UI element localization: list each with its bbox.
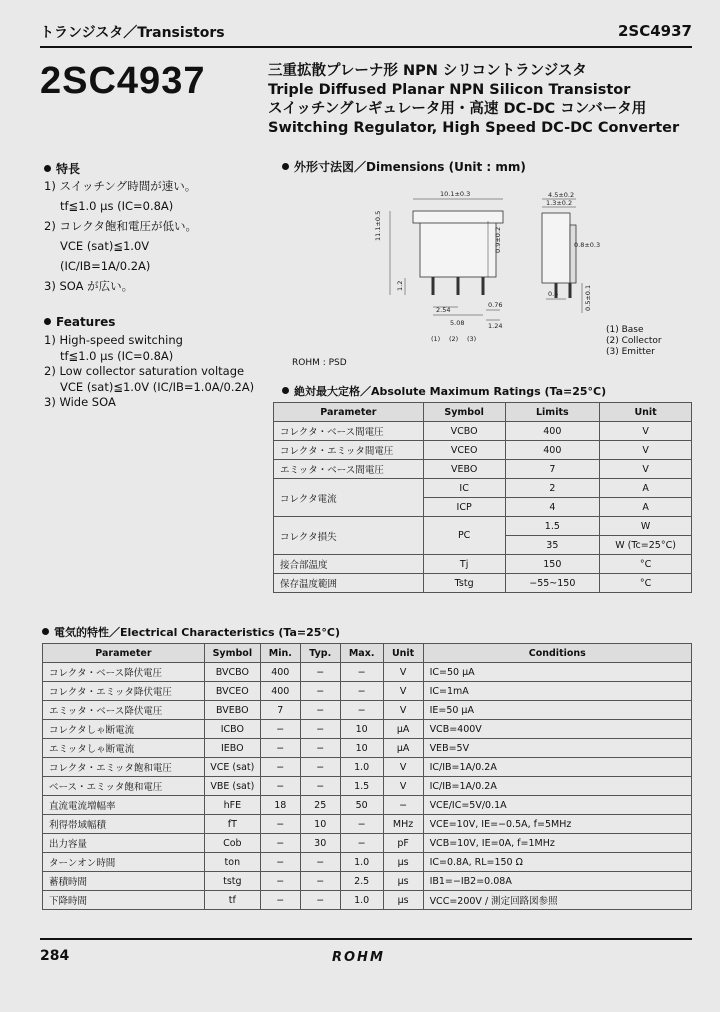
dimensions-drawing xyxy=(290,183,605,373)
table-cell: VEB=5V xyxy=(423,739,691,758)
column-header: Typ. xyxy=(300,644,340,663)
table-cell: コレクタ・エミッタ降伏電圧 xyxy=(43,682,205,701)
table-cell: − xyxy=(300,758,340,777)
table-cell: IC=1mA xyxy=(423,682,691,701)
table-cell: IC=50 μA xyxy=(423,663,691,682)
table-cell: 400 xyxy=(505,441,600,460)
table-row xyxy=(43,891,692,910)
column-header: Limits xyxy=(505,403,600,422)
bullet-icon xyxy=(282,163,289,170)
table-row xyxy=(274,555,692,574)
table-cell: コレクタ・ベース降伏電圧 xyxy=(43,663,205,682)
table-cell: 50 xyxy=(340,796,383,815)
list-item: 1) High-speed switching xyxy=(44,333,183,347)
package-tab xyxy=(413,211,503,223)
table-cell: コレクタ・ベース間電圧 xyxy=(274,422,424,441)
table-cell: V xyxy=(383,758,423,777)
title-block xyxy=(268,62,679,138)
table-row xyxy=(274,574,692,593)
table-header-row xyxy=(43,644,692,663)
table-cell: コレクタ電流 xyxy=(274,479,424,517)
table-row xyxy=(43,739,692,758)
table-cell: − xyxy=(300,891,340,910)
table-cell: BVCEO xyxy=(204,682,260,701)
table-cell: V xyxy=(600,460,692,479)
table-cell: IE=50 μA xyxy=(423,701,691,720)
table-cell: V xyxy=(383,663,423,682)
electrical-heading: 電気的特性／Electrical Characteristics (Ta=25°C) xyxy=(42,624,340,640)
table-cell: 蓄積時間 xyxy=(43,872,205,891)
pin-legend xyxy=(606,325,662,358)
pin-legend-item: (1) Base xyxy=(606,325,644,335)
table-cell: 1.0 xyxy=(340,891,383,910)
electrical-table xyxy=(42,643,692,910)
table-cell: VCC=200V / 測定回路図参照 xyxy=(423,891,691,910)
table-cell: °C xyxy=(600,555,692,574)
table-cell: エミッタしゃ断電流 xyxy=(43,739,205,758)
table-cell: − xyxy=(300,777,340,796)
table-row xyxy=(43,701,692,720)
header-rule xyxy=(40,46,692,48)
dim-label: 11.1±0.5 xyxy=(374,210,382,241)
dim-label: 1.2 xyxy=(396,280,404,291)
table-cell: fT xyxy=(204,815,260,834)
table-cell: pF xyxy=(383,834,423,853)
column-header: Parameter xyxy=(43,644,205,663)
bullet-icon xyxy=(44,318,51,325)
table-cell: − xyxy=(300,682,340,701)
bullet-icon xyxy=(282,387,289,394)
table-cell: VCB=400V xyxy=(423,720,691,739)
table-cell: V xyxy=(600,422,692,441)
table-cell: μs xyxy=(383,853,423,872)
table-cell: 400 xyxy=(260,663,300,682)
table-cell: hFE xyxy=(204,796,260,815)
pin-label: (3) xyxy=(467,335,477,343)
column-header: Max. xyxy=(340,644,383,663)
table-cell: 1.5 xyxy=(505,517,600,536)
table-cell: A xyxy=(600,479,692,498)
column-header: Symbol xyxy=(204,644,260,663)
table-cell: − xyxy=(383,796,423,815)
table-cell: 150 xyxy=(505,555,600,574)
table-cell: − xyxy=(260,853,300,872)
table-row xyxy=(43,758,692,777)
dim-label: 1.3±0.2 xyxy=(546,199,573,207)
column-header: Conditions xyxy=(423,644,691,663)
table-cell: − xyxy=(340,701,383,720)
table-cell: 10 xyxy=(340,739,383,758)
dim-label: 1.24 xyxy=(488,322,503,330)
table-cell: コレクタ・エミッタ飽和電圧 xyxy=(43,758,205,777)
table-cell: 10 xyxy=(340,720,383,739)
table-row xyxy=(274,441,692,460)
list-item: (IC/IB=1A/0.2A) xyxy=(60,259,151,273)
table-row xyxy=(274,517,692,536)
table-cell: IEBO xyxy=(204,739,260,758)
table-cell: − xyxy=(260,872,300,891)
table-cell: Tstg xyxy=(423,574,505,593)
table-cell: 下降時間 xyxy=(43,891,205,910)
package-side xyxy=(542,213,570,283)
dim-label: 4.5±0.2 xyxy=(548,191,575,199)
table-cell: μA xyxy=(383,720,423,739)
table-row xyxy=(43,682,692,701)
table-cell: 2.5 xyxy=(340,872,383,891)
table-cell: 直流電流増幅率 xyxy=(43,796,205,815)
dim-label: 0.5±0.1 xyxy=(584,284,592,311)
table-cell: VCE=10V, IE=−0.5A, f=5MHz xyxy=(423,815,691,834)
table-cell: − xyxy=(260,777,300,796)
list-item: tf≦1.0 μs (IC=0.8A) xyxy=(60,199,174,213)
pin-legend-item: (2) Collector xyxy=(606,336,662,346)
dim-label: 2.54 xyxy=(436,306,451,314)
table-cell: IC/IB=1A/0.2A xyxy=(423,777,691,796)
pin-label: (1) xyxy=(431,335,441,343)
table-cell: −55~150 xyxy=(505,574,600,593)
table-cell: VBE (sat) xyxy=(204,777,260,796)
table-cell: − xyxy=(340,834,383,853)
table-cell: tf xyxy=(204,891,260,910)
table-cell: 25 xyxy=(300,796,340,815)
table-cell: − xyxy=(300,701,340,720)
package-body xyxy=(420,221,496,277)
pin-label: (2) xyxy=(449,335,459,343)
features-jp-heading: 特長 xyxy=(44,160,80,177)
dim-label: 0.8±0.3 xyxy=(574,241,601,249)
table-cell: V xyxy=(600,441,692,460)
table-cell: VCE (sat) xyxy=(204,758,260,777)
table-cell: 1.0 xyxy=(340,758,383,777)
package-name: ROHM : PSD xyxy=(292,358,347,368)
pin-legend-item: (3) Emitter xyxy=(606,347,655,357)
table-row xyxy=(274,479,692,498)
table-cell: MHz xyxy=(383,815,423,834)
table-cell: 出力容量 xyxy=(43,834,205,853)
dim-label: 5.08 xyxy=(450,319,465,327)
table-cell: 35 xyxy=(505,536,600,555)
table-cell: W xyxy=(600,517,692,536)
bullet-icon xyxy=(42,628,49,635)
table-cell: 4 xyxy=(505,498,600,517)
table-cell: μs xyxy=(383,891,423,910)
dim-label: 0.4 xyxy=(548,290,559,298)
table-cell: 利得帯域幅積 xyxy=(43,815,205,834)
title-line: スイッチングレギュレータ用・高速 DC-DC コンバータ用 xyxy=(268,101,647,117)
table-cell: 1.5 xyxy=(340,777,383,796)
features-en-list xyxy=(44,333,254,411)
table-cell: PC xyxy=(423,517,505,555)
table-cell: ton xyxy=(204,853,260,872)
table-cell: − xyxy=(300,853,340,872)
header-category: トランジスタ／Transistors xyxy=(40,25,225,41)
table-cell: 400 xyxy=(505,422,600,441)
table-cell: 18 xyxy=(260,796,300,815)
table-cell: 保存温度範囲 xyxy=(274,574,424,593)
table-row xyxy=(43,853,692,872)
table-cell: IC=0.8A, RL=150 Ω xyxy=(423,853,691,872)
list-item: tf≦1.0 μs (IC=0.8A) xyxy=(60,348,174,363)
column-header: Parameter xyxy=(274,403,424,422)
table-cell: VCBO xyxy=(423,422,505,441)
list-item: 2) Low collector saturation voltage xyxy=(44,364,245,378)
table-cell: W (Tc=25°C) xyxy=(600,536,692,555)
table-cell: Tj xyxy=(423,555,505,574)
table-cell: tstg xyxy=(204,872,260,891)
table-cell: V xyxy=(383,682,423,701)
table-cell: 10 xyxy=(300,815,340,834)
table-cell: 7 xyxy=(260,701,300,720)
table-cell: IC/IB=1A/0.2A xyxy=(423,758,691,777)
list-item: VCE (sat)≦1.0V xyxy=(60,239,150,253)
column-header: Unit xyxy=(600,403,692,422)
table-cell: − xyxy=(340,663,383,682)
table-cell: 7 xyxy=(505,460,600,479)
table-cell: ベース・エミッタ飽和電圧 xyxy=(43,777,205,796)
table-row xyxy=(274,460,692,479)
table-cell: IC xyxy=(423,479,505,498)
footer-rule xyxy=(40,938,692,940)
table-cell: − xyxy=(300,720,340,739)
table-cell: − xyxy=(260,720,300,739)
table-cell: コレクタ損失 xyxy=(274,517,424,555)
table-header-row xyxy=(274,403,692,422)
table-cell: − xyxy=(260,758,300,777)
table-cell: VCB=10V, IE=0A, f=1MHz xyxy=(423,834,691,853)
table-cell: ターンオン時間 xyxy=(43,853,205,872)
table-cell: − xyxy=(340,682,383,701)
table-cell: μA xyxy=(383,739,423,758)
table-cell: − xyxy=(300,872,340,891)
table-cell: 接合部温度 xyxy=(274,555,424,574)
table-cell: コレクタしゃ断電流 xyxy=(43,720,205,739)
title-line: Switching Regulator, High Speed DC-DC Converter xyxy=(268,120,680,136)
table-cell: 30 xyxy=(300,834,340,853)
abs-max-heading: 絶対最大定格／Absolute Maximum Ratings (Ta=25°C) xyxy=(282,383,606,399)
table-cell: コレクタ・エミッタ間電圧 xyxy=(274,441,424,460)
table-cell: BVCBO xyxy=(204,663,260,682)
table-row xyxy=(43,663,692,682)
table-cell: 2 xyxy=(505,479,600,498)
header-part-number: 2SC4937 xyxy=(618,22,692,40)
table-row xyxy=(43,720,692,739)
table-cell: IB1=−IB2=0.08A xyxy=(423,872,691,891)
table-cell: − xyxy=(260,739,300,758)
table-cell: Cob xyxy=(204,834,260,853)
table-cell: ICP xyxy=(423,498,505,517)
table-row xyxy=(43,796,692,815)
table-cell: V xyxy=(383,701,423,720)
part-number-title: 2SC4937 xyxy=(40,60,206,102)
table-cell: エミッタ・ベース降伏電圧 xyxy=(43,701,205,720)
features-en-heading: Features xyxy=(44,315,115,329)
bullet-icon xyxy=(44,165,51,172)
table-cell: 1.0 xyxy=(340,853,383,872)
table-cell: − xyxy=(300,739,340,758)
rohm-logo: ROHM xyxy=(332,950,385,965)
list-item: VCE (sat)≦1.0V (IC/IB=1.0A/0.2A) xyxy=(60,379,255,394)
page-number: 284 xyxy=(40,948,70,964)
dim-label: 0.76 xyxy=(488,301,503,309)
dimensions-heading: 外形寸法図／Dimensions (Unit : mm) xyxy=(282,158,526,175)
table-row xyxy=(274,422,692,441)
table-cell: A xyxy=(600,498,692,517)
title-line: 三重拡散プレーナ形 NPN シリコントランジスタ xyxy=(268,63,587,79)
list-item: 1) スイッチング時間が速い。 xyxy=(44,179,197,193)
table-cell: μs xyxy=(383,872,423,891)
list-item: 3) SOA が広い。 xyxy=(44,279,134,293)
table-cell: − xyxy=(260,891,300,910)
table-cell: ICBO xyxy=(204,720,260,739)
table-cell: 400 xyxy=(260,682,300,701)
column-header: Min. xyxy=(260,644,300,663)
table-row xyxy=(43,815,692,834)
table-row xyxy=(43,777,692,796)
table-cell: V xyxy=(383,777,423,796)
table-cell: エミッタ・ベース間電圧 xyxy=(274,460,424,479)
table-cell: − xyxy=(260,834,300,853)
abs-max-table xyxy=(273,402,692,593)
list-item: 2) コレクタ飽和電圧が低い。 xyxy=(44,219,197,233)
table-cell: VCEO xyxy=(423,441,505,460)
table-cell: °C xyxy=(600,574,692,593)
table-row xyxy=(43,834,692,853)
table-cell: BVEBO xyxy=(204,701,260,720)
features-jp-list xyxy=(44,176,197,296)
table-cell: − xyxy=(300,663,340,682)
dim-label: 0.9±0.2 xyxy=(494,226,502,253)
column-header: Symbol xyxy=(423,403,505,422)
list-item: 3) Wide SOA xyxy=(44,395,116,409)
table-cell: VEBO xyxy=(423,460,505,479)
column-header: Unit xyxy=(383,644,423,663)
table-cell: − xyxy=(260,815,300,834)
title-line: Triple Diffused Planar NPN Silicon Transistor xyxy=(268,82,631,98)
table-row xyxy=(43,872,692,891)
table-cell: − xyxy=(340,815,383,834)
table-cell: VCE/IC=5V/0.1A xyxy=(423,796,691,815)
dim-label: 10.1±0.3 xyxy=(440,190,471,198)
